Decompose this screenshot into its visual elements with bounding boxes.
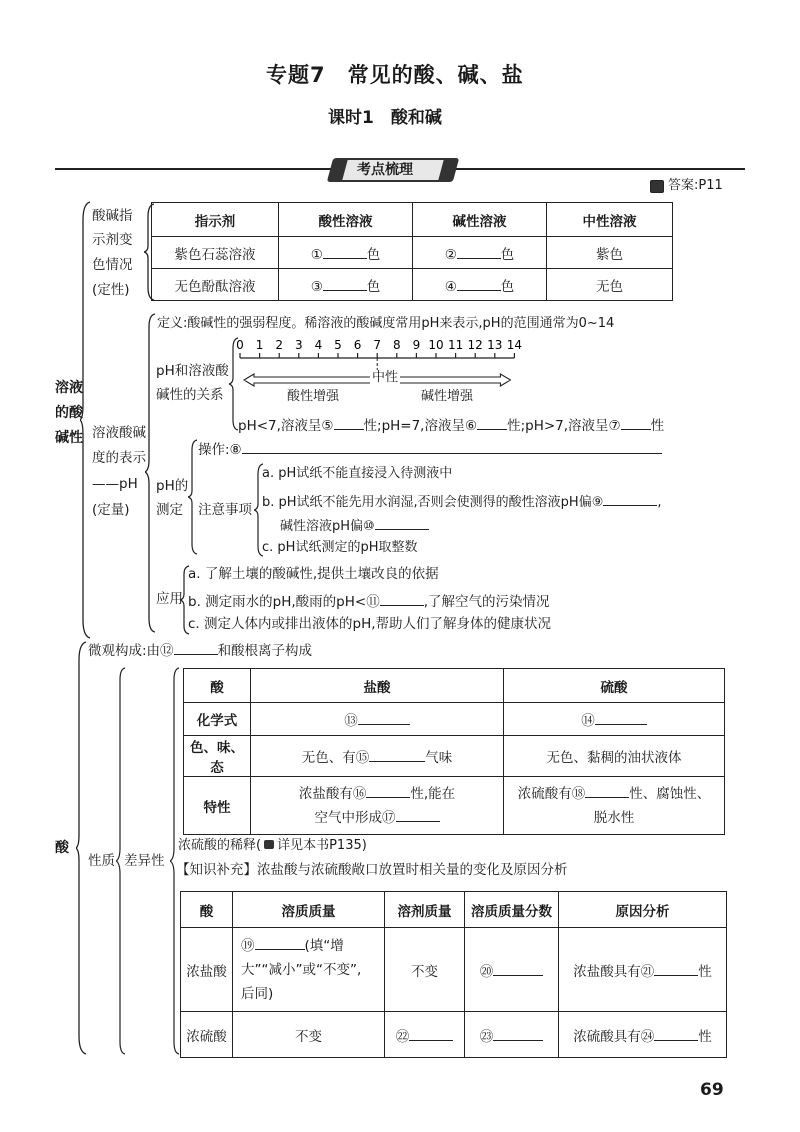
relation-label-1: pH和溶液酸	[156, 363, 229, 379]
banner-text: 考点梳理	[357, 162, 413, 178]
at-hcl-special: 浓盐酸有⑯ 性,能在 空气中形成⑰	[251, 777, 504, 835]
scale-label: 10	[428, 338, 444, 352]
scale-label: 5	[334, 338, 342, 352]
th-neutral: 中性溶液	[547, 203, 673, 237]
notes-label: 注意事项	[198, 502, 252, 518]
app-label: 应用	[156, 591, 183, 607]
st-r1-reason: 浓盐酸具有㉑ 性	[559, 928, 727, 1012]
st-r1-acid: 浓盐酸	[181, 928, 233, 1012]
at-hcl-formula: ⑬	[251, 703, 504, 736]
sec1-root-3: 碱性	[55, 430, 83, 446]
st-r2-fraction: ㉓	[465, 1012, 559, 1058]
base-strong: 碱性增强	[421, 389, 474, 404]
at-h0: 酸	[184, 669, 251, 703]
scale-label: 6	[353, 338, 362, 352]
app-c: c. 测定人体内或排出液体的pH,帮助人们了解身体的健康状况	[188, 616, 552, 632]
micro: 微观构成:由⑫ 和酸根离子构成	[88, 643, 313, 659]
note-b: b. pH试纸不能先用水润湿,否则会使测得的酸性溶液pH偏⑨ ,	[262, 492, 662, 511]
note-b2: 碱性溶液pH偏⑩	[280, 516, 429, 535]
cell-blank-4: ④ 色	[413, 269, 547, 301]
at-formula: 化学式	[184, 703, 251, 736]
page-number: 69	[700, 1080, 724, 1100]
scale-label: 12	[467, 338, 483, 352]
st-r2-acid: 浓硫酸	[181, 1012, 233, 1058]
chapter-title: 专题7 常见的酸、碱、盐	[266, 63, 524, 87]
cell-purple: 紫色	[547, 237, 673, 269]
st-r1-solvent: 不变	[385, 928, 465, 1012]
scale-label: 3	[294, 338, 303, 352]
st-h2: 溶剂质量	[385, 892, 465, 928]
ph-label-1: 溶液酸碱	[92, 425, 146, 441]
app-a: a. 了解土壤的酸碱性,提供土壤改良的依据	[188, 566, 439, 582]
scale-label: 0	[236, 338, 244, 352]
scale-label: 2	[275, 338, 284, 352]
cell-colorless: 无色	[547, 269, 673, 301]
ph-label-3: ——pH	[92, 476, 138, 492]
scale-label: 1	[255, 338, 264, 352]
sec1-root-1: 溶液	[55, 380, 83, 396]
at-h2so4-special: 浓硫酸有⑱ 性、腐蚀性、 脱水性	[504, 777, 725, 835]
st-h3: 溶质质量分数	[465, 892, 559, 928]
sec1-brace	[80, 200, 92, 640]
th-indicator: 指示剂	[152, 203, 279, 237]
st-r1-fraction: ⑳	[465, 928, 559, 1012]
indicator-table	[151, 202, 673, 301]
acid-strong: 酸性增强	[287, 389, 340, 404]
st-h4: 原因分析	[559, 892, 727, 928]
operation: 操作:⑧	[198, 440, 662, 458]
cell-blank-1: ① 色	[279, 237, 413, 269]
acid-table	[183, 668, 725, 835]
sec1-root-2: 的酸	[55, 405, 83, 421]
at-h2: 硫酸	[504, 669, 725, 703]
ind-label-2: 示剂变	[92, 232, 133, 248]
at-cst: 色、味、态	[184, 736, 251, 777]
st-r2-solvent: ㉒	[385, 1012, 465, 1058]
answer-icon	[650, 180, 664, 193]
ph-definition: 定义:酸碱性的强弱程度。稀溶液的酸碱度常用pH来表示,pH的范围通常为0~14	[157, 316, 615, 331]
app-b: b. 测定雨水的pH,酸雨的pH<⑪ ,了解空气的污染情况	[188, 594, 550, 610]
book-icon	[264, 840, 274, 849]
ind-label-1: 酸碱指	[92, 208, 133, 224]
ind-label-4: (定性)	[92, 282, 130, 298]
scale-label: 8	[392, 338, 401, 352]
th-base: 碱性溶液	[413, 203, 547, 237]
at-h2so4-cst: 无色、黏稠的油状液体	[504, 736, 725, 777]
scale-label: 7	[373, 338, 382, 352]
neutral-label: 中性	[372, 370, 399, 385]
at-hcl-cst: 无色、有⑮ 气味	[251, 736, 504, 777]
st-h0: 酸	[181, 892, 233, 928]
sec2-root: 酸	[55, 840, 69, 856]
prop-label: 性质	[88, 853, 115, 869]
scale-label: 9	[412, 338, 421, 352]
dilute-line: 浓硫酸的稀释( 详见本书P135)	[178, 838, 367, 853]
measure-brace	[188, 438, 198, 556]
st-r2-solute: 不变	[233, 1012, 385, 1058]
scale-label: 4	[314, 338, 323, 352]
cell-blank-3: ③ 色	[279, 269, 413, 301]
relation-label-2: 碱性的关系	[156, 387, 224, 403]
st-r2-reason: 浓硫酸具有㉔ 性	[559, 1012, 727, 1058]
ph-label-2: 度的表示	[92, 450, 146, 466]
scale-label: 14	[506, 338, 523, 352]
ph-brace	[145, 312, 157, 634]
scale-label: 11	[447, 338, 464, 352]
cell-blank-2: ② 色	[413, 237, 547, 269]
note-c: c. pH试纸测定的pH取整数	[262, 540, 418, 555]
ph-relation-line: pH<7,溶液呈⑤ 性;pH=7,溶液呈⑥ 性;pH>7,溶液呈⑦ 性	[238, 418, 665, 434]
diff-brace	[170, 666, 180, 1056]
sec2-brace	[76, 640, 88, 1056]
measure-label-2: 测定	[156, 502, 183, 518]
at-special: 特性	[184, 777, 251, 835]
measure-label-1: pH的	[156, 478, 189, 494]
lesson-title: 课时1 酸和碱	[328, 108, 442, 128]
diff-label: 差异性	[124, 853, 165, 869]
scale-label: 13	[487, 338, 503, 352]
st-h1: 溶质质量	[233, 892, 385, 928]
ind-label-3: 色情况	[92, 257, 133, 273]
ph-label-4: (定量)	[92, 502, 130, 518]
supplement-table	[180, 891, 727, 1058]
th-acid: 酸性溶液	[279, 203, 413, 237]
at-h2so4-formula: ⑭	[504, 703, 725, 736]
st-r1-solute: ⑲ (填“增 大”“减小”或“不变”, 后同)	[233, 928, 385, 1012]
cell-litmus: 紫色石蕊溶液	[152, 237, 279, 269]
note-a: a. pH试纸不能直接浸入待测液中	[262, 466, 453, 481]
cell-phenol: 无色酚酞溶液	[152, 269, 279, 301]
at-h1: 盐酸	[251, 669, 504, 703]
answer-ref: 答案:P11	[668, 178, 723, 193]
supplement-line: 【知识补充】浓盐酸与浓硫酸敞口放置时相关量的变化及原因分析	[176, 862, 568, 878]
